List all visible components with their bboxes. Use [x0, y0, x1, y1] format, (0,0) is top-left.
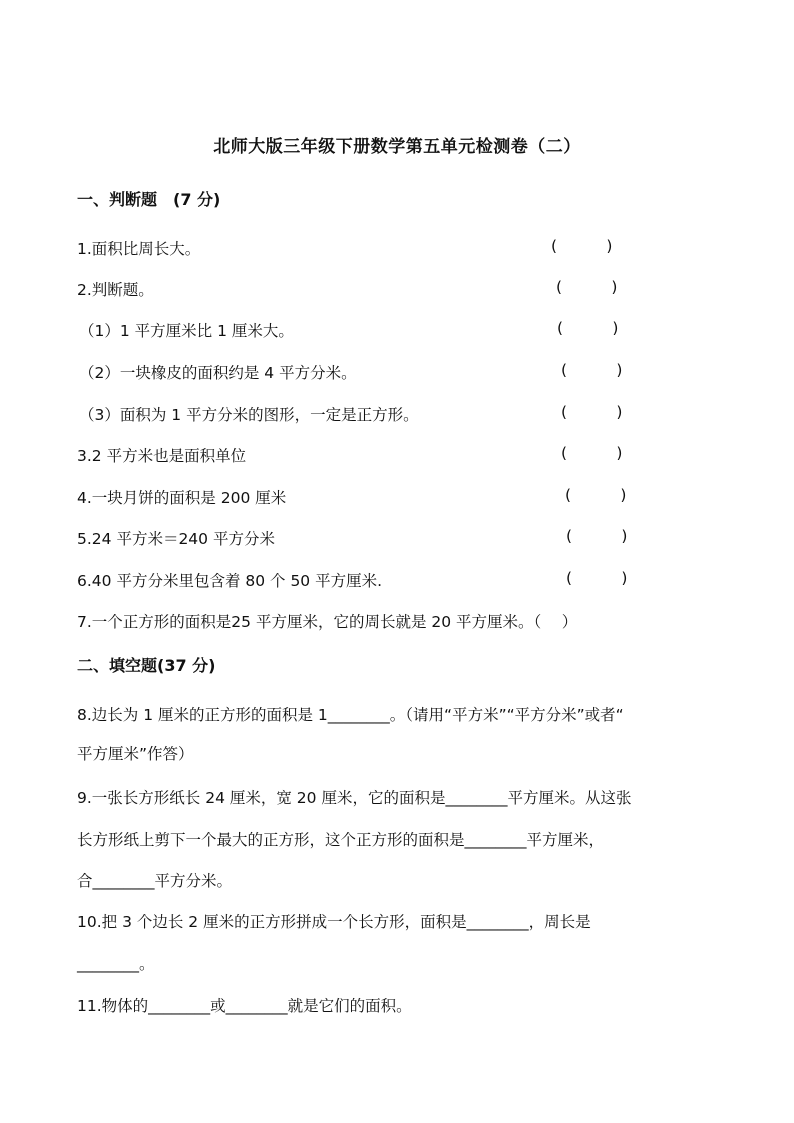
- judge-question-6: 6.40 平方分米里包含着 80 个 50 平方厘米.: [77, 572, 383, 590]
- fill-question-9-line-3: 合________平方分米。: [77, 872, 233, 890]
- answer-paren-2-3[interactable]: ( ): [561, 403, 623, 421]
- fill-question-9-line-1: 9.一张长方形纸长 24 厘米，宽 20 厘米，它的面积是________平方厘米。从这张: [77, 789, 632, 807]
- judge-question-2: 2.判断题。: [77, 281, 154, 299]
- judge-question-5: 5.24 平方米＝240 平方分米: [77, 530, 275, 548]
- answer-paren-6[interactable]: ( ): [566, 569, 628, 587]
- judge-question-7: 7.一个正方形的面积是25 平方厘米，它的周长就是 20 平方厘米。（ ）: [77, 613, 578, 631]
- section-heading-judge: 一、判断题 (7 分): [77, 190, 221, 209]
- answer-paren-2-1[interactable]: ( ): [557, 319, 619, 337]
- fill-question-8-line-2: 平方厘米”作答）: [77, 745, 194, 763]
- fill-question-10-line-2: ________。: [77, 955, 155, 973]
- fill-question-10-line-1: 10.把 3 个边长 2 厘米的正方形拼成一个长方形，面积是________，周长是: [77, 913, 591, 931]
- answer-paren-1[interactable]: ( ): [551, 237, 613, 255]
- section-heading-fill: 二、填空题(37 分): [77, 656, 216, 675]
- judge-question-4: 4.一块月饼的面积是 200 厘米: [77, 489, 287, 507]
- page-title: 北师大版三年级下册数学第五单元检测卷（二）: [213, 137, 581, 157]
- judge-question-2-3: （3）面积为 1 平方分米的图形，一定是正方形。: [79, 406, 419, 424]
- answer-paren-4[interactable]: ( ): [565, 486, 627, 504]
- judge-question-2-2: （2）一块橡皮的面积约是 4 平方分米。: [79, 364, 357, 382]
- fill-question-11: 11.物体的________或________就是它们的面积。: [77, 997, 412, 1015]
- judge-question-1: 1.面积比周长大。: [77, 240, 201, 258]
- fill-question-8-line-1: 8.边长为 1 厘米的正方形的面积是 1________。（请用“平方米”“平方分米”或者“: [77, 706, 624, 724]
- fill-question-9-line-2: 长方形纸上剪下一个最大的正方形，这个正方形的面积是________平方厘米，: [77, 831, 605, 849]
- judge-question-3: 3.2 平方米也是面积单位: [77, 447, 247, 465]
- answer-paren-5[interactable]: ( ): [566, 527, 628, 545]
- answer-paren-2-2[interactable]: ( ): [561, 361, 623, 379]
- answer-paren-2[interactable]: ( ): [556, 278, 618, 296]
- judge-question-2-1: （1）1 平方厘米比 1 厘米大。: [79, 322, 294, 340]
- answer-paren-3[interactable]: ( ): [561, 444, 623, 462]
